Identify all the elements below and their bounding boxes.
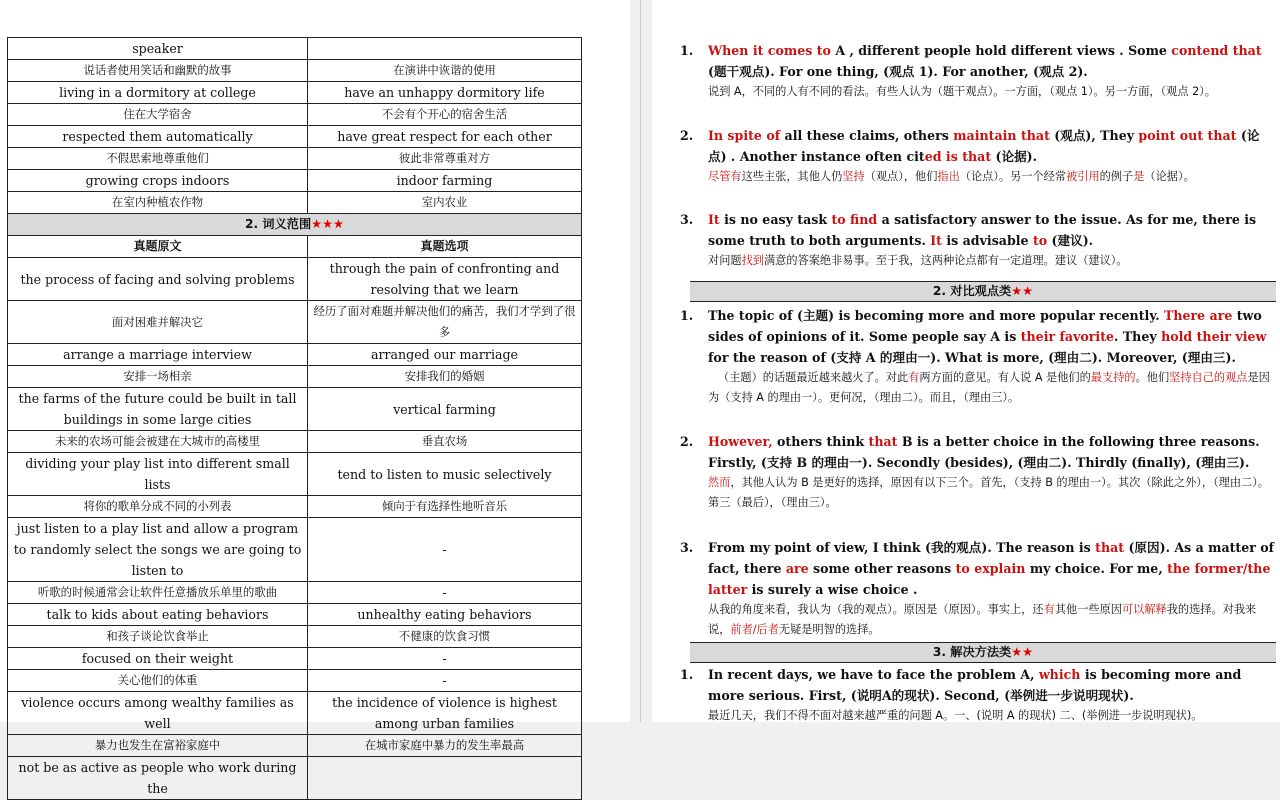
original-text-cell: 暴力也发生在富裕家庭中 (8, 735, 308, 757)
item-number: 3. (680, 540, 694, 555)
template-item-6 (680, 537, 1276, 640)
option-text-cell: 经历了面对难题并解决他们的痛苦，我们才学到了很多 (308, 301, 582, 344)
option-text-cell: 倾向于有选择性地听音乐 (308, 496, 582, 518)
table-row (8, 604, 582, 626)
option-text-cell: 在城市家庭中暴力的发生率最高 (308, 735, 582, 757)
document-page-left (0, 0, 630, 796)
table-row (8, 104, 582, 126)
table-row (8, 258, 582, 301)
option-text-cell: 垂直农场 (308, 431, 582, 453)
template-item-3 (680, 209, 1276, 271)
template-item-7 (680, 664, 1276, 726)
chinese-translation: （主题）的话题最近越来越火了。对此有两方面的意见。有人说 A 是他们的最支持的。他们坚持自己的观点是因为（支持 A 的理由一）。更何况，（理由二）。而且，（理由三）。 (708, 371, 1270, 404)
english-sentence: From my point of view, I think (我的观点). The reason is that (原因). As a matter of fact, there are some other reasons to explain my choice. For me, the former/the latter is surely a wise choice . (708, 540, 1275, 597)
table-row (8, 518, 582, 582)
chinese-translation: 从我的角度来看，我认为（我的观点）。原因是（原因）。事实上，还有其他一些原因可以解释我的选择。对我来说，前者/后者无疑是明智的选择。 (708, 603, 1257, 636)
option-text-cell: - (308, 518, 582, 582)
table-row (8, 626, 582, 648)
table-row (8, 692, 582, 735)
chinese-translation: 最近几天，我们不得不面对越来越严重的问题 A。一、(说明 A 的现状) 二、(举例进一步说明现状)。 (708, 709, 1203, 722)
table-row (8, 453, 582, 496)
option-text-cell: - (308, 648, 582, 670)
original-text-cell: living in a dormitory at college (8, 82, 308, 104)
table-row (8, 670, 582, 692)
table-row (8, 388, 582, 431)
item-number: 1. (680, 667, 694, 682)
item-number: 3. (680, 212, 694, 227)
original-text-cell: the process of facing and solving problems (8, 258, 308, 301)
star-rating: ★★★ (311, 217, 344, 231)
original-text-cell: 未来的农场可能会被建在大城市的高楼里 (8, 431, 308, 453)
table-row (8, 582, 582, 604)
table-row (8, 735, 582, 757)
option-text-cell: 安排我们的婚姻 (308, 366, 582, 388)
chinese-translation: 说到 A，不同的人有不同的看法。有些人认为（题干观点）。一方面，（观点 1）。另一方面，（观点 2）。 (708, 85, 1216, 98)
table-row (8, 496, 582, 518)
table-row (8, 82, 582, 104)
star-rating: ★★ (1011, 645, 1034, 659)
original-text-cell: not be as active as people who work during the (8, 757, 308, 800)
table-row (8, 60, 582, 82)
original-text-cell: speaker (8, 38, 308, 60)
template-item-2 (680, 125, 1276, 187)
table-row (8, 126, 582, 148)
template-item-4 (680, 305, 1276, 408)
option-text-cell: 不会有个开心的宿舍生活 (308, 104, 582, 126)
table-row (8, 344, 582, 366)
original-text-cell: 和孩子谈论饮食举止 (8, 626, 308, 648)
item-number: 1. (680, 308, 694, 323)
option-text-cell: - (308, 670, 582, 692)
original-text-cell: dividing your play list into different small lists (8, 453, 308, 496)
option-text-cell: vertical farming (308, 388, 582, 431)
original-text-cell: 安排一场相亲 (8, 366, 308, 388)
option-text-cell: unhealthy eating behaviors (308, 604, 582, 626)
vocabulary-table (7, 37, 582, 800)
option-text-cell (308, 757, 582, 800)
column-header-option: 真题选项 (308, 236, 582, 258)
template-item-1 (680, 40, 1276, 102)
chinese-translation: 对问题找到满意的答案绝非易事。至于我，这两种论点都有一定道理。建议（建议）。 (708, 254, 1128, 267)
item-number: 2. (680, 434, 694, 449)
english-sentence: It is no easy task to find a satisfactory answer to the issue. As for me, there is some truth to both arguments. It is advisable to (建议). (708, 212, 1257, 248)
table-row (8, 192, 582, 214)
english-sentence: In recent days, we have to face the problem A, which is becoming more and more serious. First, (说明A的现状). Second, (举例进一步说明现状). (708, 667, 1242, 703)
english-sentence: However, others think that B is a better choice in the following three reasons. Firstly, (支持 B 的理由一). Secondly (besides), (理由二). Thirdly (finally), (理由三). (708, 434, 1260, 470)
option-text-cell: 在演讲中诙谐的使用 (308, 60, 582, 82)
option-text-cell: the incidence of violence is highest among urban families (308, 692, 582, 735)
star-rating: ★★ (1011, 284, 1034, 298)
chinese-translation: 尽管有这些主张，其他人仍坚持（观点），他们指出（论点）。另一个经常被引用的例子是（论据）。 (708, 170, 1195, 183)
original-text-cell: talk to kids about eating behaviors (8, 604, 308, 626)
section-title: 2. 词义范围★★★ (8, 214, 582, 236)
section-header-solution: 3. 解决方法类★★ (690, 642, 1276, 663)
item-number: 1. (680, 43, 694, 58)
table-row (8, 431, 582, 453)
original-text-cell: 面对困难并解决它 (8, 301, 308, 344)
option-text-cell: arranged our marriage (308, 344, 582, 366)
original-text-cell: arrange a marriage interview (8, 344, 308, 366)
item-number: 2. (680, 128, 694, 143)
option-text-cell (308, 38, 582, 60)
english-sentence: In spite of all these claims, others maintain that (观点), They point out that (论点) . Another instance often cited is that (论据). (708, 128, 1260, 164)
english-sentence: When it comes to A , different people hold different views . Some contend that (题干观点). For one thing, (观点 1). For another, (观点 2). (708, 43, 1262, 79)
table-row (8, 170, 582, 192)
original-text-cell: violence occurs among wealthy families as well (8, 692, 308, 735)
original-text-cell: 听歌的时候通常会让软件任意播放乐单里的歌曲 (8, 582, 308, 604)
document-page-right (652, 0, 1280, 722)
column-header-row (8, 236, 582, 258)
chinese-translation: 然而，其他人认为 B 是更好的选择，原因有以下三个。首先，（支持 B 的理由一）。其次（除此之外），（理由二）。第三（最后），（理由三）。 (708, 476, 1269, 509)
table-row (8, 301, 582, 344)
original-text-cell: 说话者使用笑话和幽默的故事 (8, 60, 308, 82)
table-row (8, 366, 582, 388)
original-text-cell: 住在大学宿舍 (8, 104, 308, 126)
option-text-cell: indoor farming (308, 170, 582, 192)
column-header-original: 真题原文 (8, 236, 308, 258)
option-text-cell: 彼此非常尊重对方 (308, 148, 582, 170)
original-text-cell: respected them automatically (8, 126, 308, 148)
original-text-cell: 不假思索地尊重他们 (8, 148, 308, 170)
page-gap (630, 0, 652, 722)
original-text-cell: 将你的歌单分成不同的小列表 (8, 496, 308, 518)
option-text-cell: have an unhappy dormitory life (308, 82, 582, 104)
option-text-cell: 室内农业 (308, 192, 582, 214)
table-row (8, 38, 582, 60)
option-text-cell: 不健康的饮食习惯 (308, 626, 582, 648)
table-row (8, 757, 582, 800)
template-item-5 (680, 431, 1276, 513)
option-text-cell: have great respect for each other (308, 126, 582, 148)
original-text-cell: growing crops indoors (8, 170, 308, 192)
english-sentence: The topic of (主题) is becoming more and more popular recently. There are two sides of opinions of it. Some people say A is their favorite. They hold their view for the reason of (支持 A 的理由一). What is more, (理由二). Moreover, (理由三). (708, 308, 1267, 365)
option-text-cell: - (308, 582, 582, 604)
original-text-cell: focused on their weight (8, 648, 308, 670)
table-row (8, 648, 582, 670)
original-text-cell: the farms of the future could be built in tall buildings in some large cities (8, 388, 308, 431)
section-header-comparison: 2. 对比观点类★★ (690, 281, 1276, 302)
section-header-row (8, 214, 582, 236)
original-text-cell: just listen to a play list and allow a program to randomly select the songs we are going to listen to (8, 518, 308, 582)
original-text-cell: 在室内种植农作物 (8, 192, 308, 214)
option-text-cell: through the pain of confronting and resolving that we learn (308, 258, 582, 301)
table-row (8, 148, 582, 170)
option-text-cell: tend to listen to music selectively (308, 453, 582, 496)
original-text-cell: 关心他们的体重 (8, 670, 308, 692)
